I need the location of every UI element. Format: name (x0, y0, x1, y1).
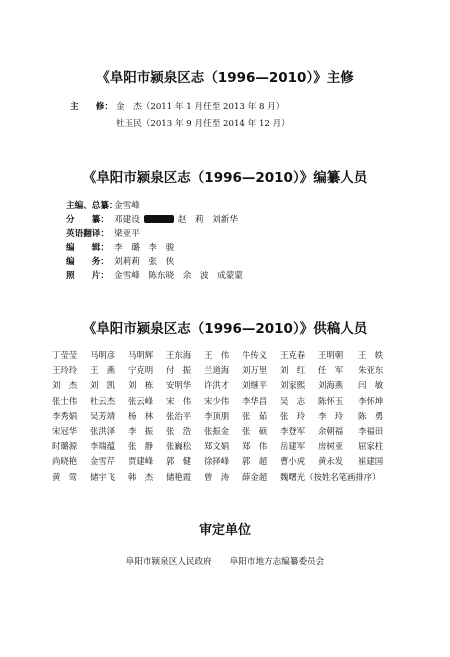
chief-editor-line-1 (70, 102, 284, 113)
staff-value: 梁亚平 (114, 229, 140, 239)
contributor-name: 许洪才 (204, 380, 230, 391)
contributor-name: 储宇飞 (90, 471, 116, 482)
contributor-name: 张振金 (204, 426, 230, 436)
contributor-name: 宋冠华 (52, 426, 78, 436)
compilers-title: 《阜阳市颍泉区志（1996—2010）》编纂人员 (82, 170, 368, 186)
contributor-name: 马明辉 (128, 350, 154, 360)
contributors-title: 《阜阳市颍泉区志（1996—2010）》供稿人员 (82, 321, 368, 337)
contributor-name: 金雪芹 (90, 456, 116, 467)
contributor-name: 杨 林 (128, 410, 154, 421)
staff-value: 邓建设 (114, 215, 140, 225)
contributor-name: 岳建军 (280, 441, 306, 452)
contributor-name: 李怀坤 (358, 395, 384, 406)
contributor-name: 刘万里 (242, 365, 268, 376)
contributor-name: 兰道海 (204, 365, 230, 376)
contributor-name: 王 轶 (358, 350, 384, 360)
contributor-name: 黄 莺 (52, 471, 78, 482)
staff-label: 分 纂： (66, 215, 109, 225)
chief-editor-title: 《阜阳市颍泉区志（1996—2010）》主修 (96, 70, 354, 86)
contributor-name: 郑文娟 (204, 441, 230, 452)
contributor-name: 牛传义 (242, 350, 268, 360)
contributor-name: 余朝福 (318, 426, 344, 436)
contributor-name: 魏曙光（按姓名笔画排序） (280, 471, 381, 482)
contributor-name: 曾 涛 (204, 471, 230, 482)
contributor-name: 贾建峰 (128, 456, 154, 467)
contributor-name: 郑 伟 (242, 441, 268, 452)
staff-row-editors (66, 243, 174, 254)
staff-row-photos (66, 271, 243, 282)
contributor-name: 李 振 (128, 426, 154, 436)
chief-editor-line-2 (116, 119, 290, 130)
contributor-name: 刘海燕 (318, 380, 344, 391)
contributor-name: 王 伟 (204, 350, 230, 360)
contributor-name: 徐择峰 (204, 456, 230, 467)
contributor-name: 闫 敏 (358, 380, 384, 391)
reviewer-units (0, 555, 450, 567)
contributor-name: 宋少伟 (204, 395, 230, 406)
staff-row-sub-editors (66, 215, 238, 226)
contributor-name: 张士伟 (52, 395, 78, 406)
contributor-name: 刘 凯 (90, 380, 116, 391)
chief-editor-entry: 杜玉民（2013 年 9 月任至 2014 年 12 月） (116, 119, 290, 129)
contributor-name: 郭 健 (166, 456, 192, 467)
contributor-name: 刘 栋 (128, 380, 154, 391)
contributor-name: 王克春 (280, 350, 306, 360)
staff-value: 赵 莉 刘新华 (177, 215, 238, 225)
contributor-name: 黄永发 (318, 456, 344, 467)
contributor-name: 李秀娟 (52, 410, 78, 421)
contributor-name: 刘家熙 (280, 380, 306, 391)
contributor-name: 李福田 (358, 426, 384, 436)
contributor-name: 曹小虎 (280, 456, 306, 467)
redaction-mark (144, 215, 174, 223)
contributor-name: 李顶朋 (204, 410, 230, 421)
contributor-name: 王 燕 (90, 365, 116, 376)
contributor-name: 宋 伟 (166, 395, 192, 406)
contributor-name: 薛金超 (242, 471, 268, 482)
contributor-name: 王东海 (166, 350, 192, 360)
staff-value: 金雪峰 陈东晓 余 波 成蒙蒙 (114, 271, 243, 281)
contributor-name: 朱亚东 (358, 365, 384, 376)
contributor-name: 韩 杰 (128, 471, 154, 482)
contributor-name: 郭 超 (242, 456, 268, 467)
contributor-name: 王玲玲 (52, 365, 78, 376)
contributor-name: 尚晓艳 (52, 456, 78, 467)
contributor-name: 张巍松 (166, 441, 192, 452)
contributor-name: 张洪泽 (90, 426, 116, 436)
chief-editor-entry: 金 杰（2011 年 1 月任至 2013 年 8 月） (116, 102, 285, 112)
staff-row-affairs (66, 257, 174, 268)
contributor-name: 李华昌 (242, 395, 268, 406)
contributor-name: 陈怀玉 (318, 395, 344, 406)
reviewers-title: 审定单位 (198, 523, 251, 538)
contributor-name: 李登军 (280, 426, 306, 436)
contributor-name: 杜云杰 (90, 395, 116, 406)
contributor-name: 李 玲 (318, 410, 344, 421)
contributor-name: 刘继平 (242, 380, 268, 391)
staff-label: 主编、总纂： (66, 201, 118, 211)
contributor-name: 付 振 (166, 365, 192, 376)
staff-label: 编 辑： (66, 243, 109, 253)
staff-value: 李 璐 李 骏 (114, 243, 175, 253)
contributor-name: 张治平 (166, 410, 192, 421)
contributor-name: 张 茹 (242, 410, 268, 421)
contributor-name: 时璐源 (52, 441, 78, 452)
contributor-name: 刘 红 (280, 365, 306, 376)
chief-editor-label: 主 修： (70, 102, 113, 112)
contributor-name: 张 浩 (166, 426, 192, 436)
contributor-name: 李瑞蕴 (90, 441, 116, 452)
contributor-name: 张云峰 (128, 395, 154, 406)
contributor-name: 储艳霞 (166, 471, 192, 482)
contributor-name: 张 硕 (242, 426, 268, 436)
contributor-name: 王明朝 (318, 350, 344, 360)
staff-label: 照 片： (66, 271, 109, 281)
staff-row-translator (66, 229, 140, 240)
contributor-name: 宁克明 (128, 365, 154, 376)
contributor-name: 安明华 (166, 380, 192, 391)
contributor-name: 刘 杰 (52, 380, 78, 391)
contributor-name: 崔建国 (358, 456, 384, 467)
contributor-name: 丁莹莹 (52, 350, 78, 360)
contributor-name: 屈家柱 (358, 441, 384, 452)
reviewer-unit: 阜阳市地方志编纂委员会 (229, 557, 325, 567)
contributor-name: 吴 志 (280, 395, 306, 406)
contributor-name: 任 军 (318, 365, 344, 376)
staff-row-chief (66, 201, 140, 212)
contributor-name: 张 玲 (280, 410, 306, 421)
reviewer-unit: 阜阳市颍泉区人民政府 (125, 557, 212, 567)
contributor-name: 房树亚 (318, 441, 344, 452)
staff-value: 刘莉莉 张 侠 (114, 257, 175, 267)
staff-label: 英语翻译： (66, 229, 109, 239)
contributor-name: 陈 勇 (358, 410, 384, 421)
staff-value: 金雪峰 (114, 201, 140, 211)
contributor-name: 吴芳靖 (90, 410, 116, 421)
contributor-name: 马明彦 (90, 350, 116, 360)
contributor-name: 张 静 (128, 441, 154, 452)
staff-label: 编 务： (66, 257, 109, 267)
